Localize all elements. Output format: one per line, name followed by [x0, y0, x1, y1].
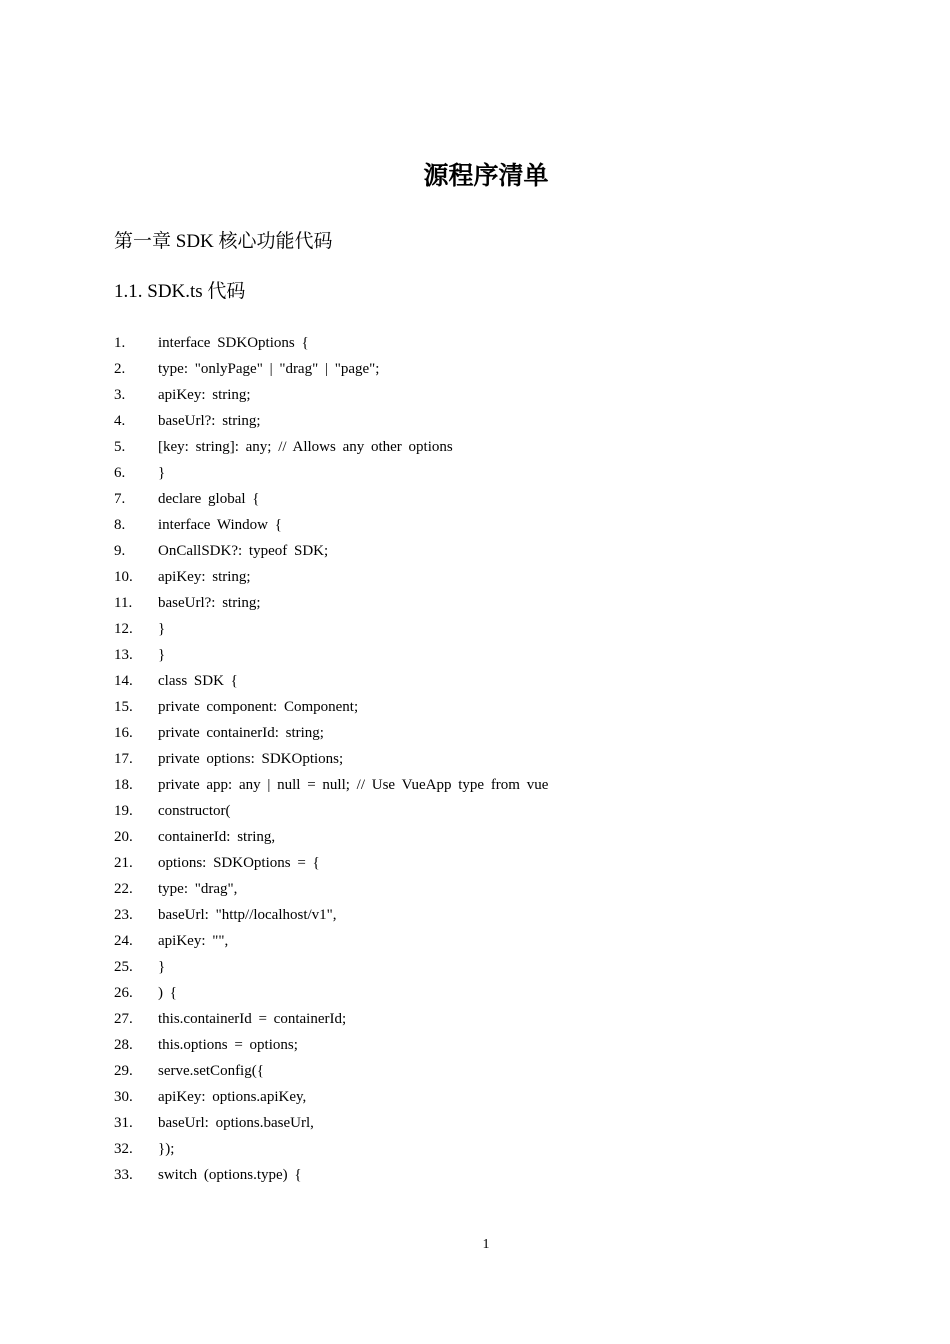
code-line [114, 590, 548, 616]
line-number: 27. [114, 1011, 133, 1027]
code-text: OnCallSDK?: typeof SDK; [158, 543, 329, 559]
code-text: private options: SDKOptions; [158, 751, 344, 767]
line-number: 16. [114, 725, 133, 741]
document-title: 源程序清单 [423, 161, 549, 190]
line-number: 11. [114, 595, 133, 611]
code-text: baseUrl: "http//localhost/v1", [158, 907, 337, 923]
code-text: switch (options.type) { [158, 1167, 302, 1183]
code-text: } [158, 647, 166, 663]
code-line [114, 356, 548, 382]
section-heading: 1.1. SDK.ts 代码 [114, 281, 246, 302]
line-number: 28. [114, 1037, 133, 1053]
code-text: private containerId: string; [158, 725, 324, 741]
line-number: 20. [114, 829, 133, 845]
line-number: 1. [114, 335, 126, 351]
code-line [114, 538, 548, 564]
chapter-heading: 第一章 SDK 核心功能代码 [114, 231, 333, 252]
line-number: 26. [114, 985, 133, 1001]
line-number: 21. [114, 855, 133, 871]
code-line [114, 876, 548, 902]
line-number: 6. [114, 465, 126, 481]
code-text: containerId: string, [158, 829, 276, 845]
code-line [114, 382, 548, 408]
code-line [114, 1006, 548, 1032]
code-line [114, 434, 548, 460]
code-line [114, 408, 548, 434]
line-number: 33. [114, 1167, 133, 1183]
code-text: private component: Component; [158, 699, 359, 715]
code-text: } [158, 959, 166, 975]
line-number: 31. [114, 1115, 133, 1131]
code-line [114, 1162, 548, 1188]
code-line [114, 720, 548, 746]
code-text: type: "onlyPage" | "drag" | "page"; [158, 361, 380, 377]
code-line [114, 460, 548, 486]
code-line [114, 642, 548, 668]
code-text: apiKey: string; [158, 387, 251, 403]
code-text: baseUrl?: string; [158, 413, 261, 429]
code-line [114, 694, 548, 720]
line-number: 4. [114, 413, 126, 429]
code-text: constructor( [158, 803, 231, 819]
code-line [114, 954, 548, 980]
code-line [114, 564, 548, 590]
line-number: 2. [114, 361, 126, 377]
code-line [114, 928, 548, 954]
code-text: ) { [158, 985, 177, 1001]
code-text: } [158, 465, 166, 481]
code-text: apiKey: options.apiKey, [158, 1089, 307, 1105]
code-text: baseUrl?: string; [158, 595, 261, 611]
code-text: [key: string]: any; // Allows any other options [158, 439, 453, 455]
code-line [114, 1032, 548, 1058]
line-number: 12. [114, 621, 133, 637]
code-text: class SDK { [158, 673, 238, 689]
line-number: 29. [114, 1063, 133, 1079]
line-number: 8. [114, 517, 126, 533]
code-text: options: SDKOptions = { [158, 855, 320, 871]
line-number: 30. [114, 1089, 133, 1105]
line-number: 23. [114, 907, 133, 923]
code-line [114, 850, 548, 876]
line-number: 18. [114, 777, 133, 793]
code-text: this.options = options; [158, 1037, 298, 1053]
line-number: 24. [114, 933, 133, 949]
code-line [114, 1110, 548, 1136]
code-line [114, 616, 548, 642]
line-number: 5. [114, 439, 126, 455]
code-line [114, 512, 548, 538]
line-number: 22. [114, 881, 133, 897]
code-line [114, 746, 548, 772]
page-number: 1 [482, 1237, 490, 1252]
code-text: } [158, 621, 166, 637]
code-line [114, 980, 548, 1006]
code-line [114, 668, 548, 694]
code-listing [114, 330, 548, 1188]
line-number: 25. [114, 959, 133, 975]
line-number: 9. [114, 543, 126, 559]
line-number: 14. [114, 673, 133, 689]
code-text: type: "drag", [158, 881, 238, 897]
code-line [114, 1084, 548, 1110]
line-number: 19. [114, 803, 133, 819]
line-number: 13. [114, 647, 133, 663]
code-line [114, 1058, 548, 1084]
code-line [114, 330, 548, 356]
line-number: 15. [114, 699, 133, 715]
line-number: 3. [114, 387, 126, 403]
code-text: serve.setConfig({ [158, 1063, 264, 1079]
line-number: 7. [114, 491, 126, 507]
line-number: 32. [114, 1141, 133, 1157]
code-line [114, 902, 548, 928]
code-line [114, 1136, 548, 1162]
code-text: apiKey: "", [158, 933, 229, 949]
code-line [114, 772, 548, 798]
code-text: apiKey: string; [158, 569, 251, 585]
code-line [114, 824, 548, 850]
code-line [114, 486, 548, 512]
code-text: interface SDKOptions { [158, 335, 309, 351]
code-text: this.containerId = containerId; [158, 1011, 347, 1027]
line-number: 17. [114, 751, 133, 767]
code-text: declare global { [158, 491, 260, 507]
code-text: baseUrl: options.baseUrl, [158, 1115, 314, 1131]
code-text: interface Window { [158, 517, 282, 533]
code-text: private app: any | null = null; // Use VueApp type from vue [158, 777, 549, 793]
code-line [114, 798, 548, 824]
line-number: 10. [114, 569, 133, 585]
code-text: }); [158, 1141, 175, 1157]
